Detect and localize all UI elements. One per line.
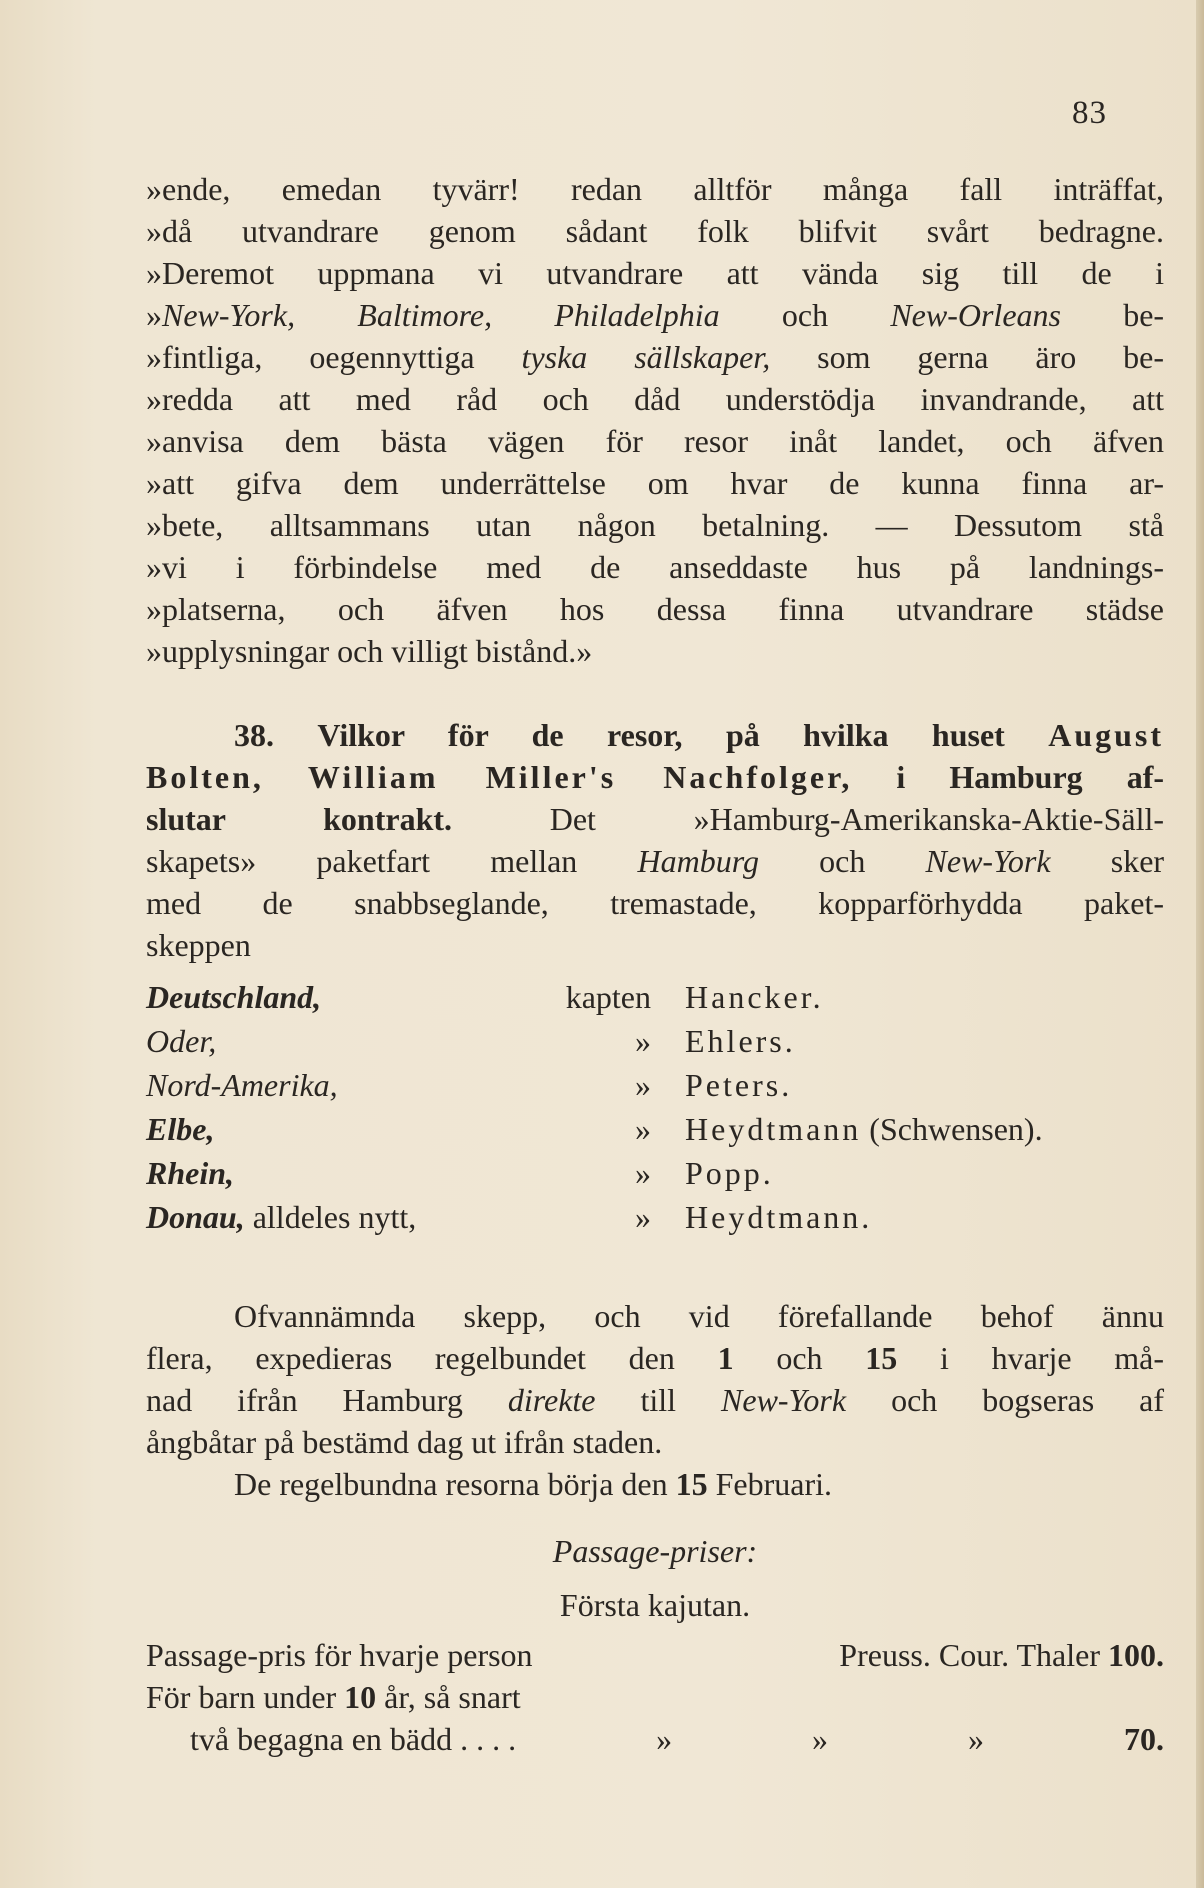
text-line: »vi i förbindelse med de anseddaste hus på landnings- [146,549,1164,585]
page-number: 83 [1072,95,1107,131]
title-cell: kapten [565,979,651,1015]
ship-name-cell: Deutschland, [146,979,322,1015]
price-row [146,1676,1164,1718]
text-line: »då utvandrare genom sådant folk blifvit svårt bedragne. [146,213,1164,249]
section-heading: Bolten, William Miller's Nachfolger, i Hamburg af- [146,759,1165,795]
section-heading: 38. Vilkor för de resor, på hvilka huset August [234,717,1165,753]
section-38 [146,714,1164,966]
price-label: två begagna en bädd . . . . [190,1721,517,1757]
title-cell: » [635,1111,651,1147]
text-line: ångbåtar på bestämd dag ut ifrån staden. [146,1424,663,1460]
text-line: »platserna, och äfven hos dessa finna utvandrare städse [146,591,1164,627]
price-label: Passage-pris för hvarje person [146,1637,533,1673]
ships-table [146,979,1175,1243]
captain-cell: Peters. [685,1067,793,1103]
prices-heading: Passage-priser: [552,1533,758,1569]
text-line: flera, expedieras regelbundet den 1 och 15 i hvarje må- [146,1340,1165,1376]
ship-name-cell: Oder, [146,1023,217,1059]
schedule-paragraph [146,1295,1164,1505]
quotation-paragraph [146,168,1164,672]
text-line: slutar kontrakt. Det »Hamburg-Amerikanska-Aktie-Säll- [146,801,1165,837]
captain-cell: Heydtmann. [685,1199,873,1235]
title-cell: » [635,1199,651,1235]
passage-prices [146,1530,1164,1760]
ship-name-cell: Rhein, [146,1155,235,1191]
title-cell: » [635,1067,651,1103]
text-line: skapets» paketfart mellan Hamburg och New-York sker [146,843,1165,879]
price-row [146,1718,1164,1760]
captain-cell: Hancker. [685,979,824,1015]
text-line: »ende, emedan tyvärr! redan alltför många fall inträffat, [146,171,1164,207]
text-line: »att gifva dem underrättelse om hvar de kunna finna ar- [146,465,1164,501]
text-line: med de snabbseglande, tremastade, kopparförhydda paket- [146,885,1164,921]
captain-cell: Heydtmann (Schwensen). [685,1111,1043,1147]
ditto-mark: » [656,1721,673,1757]
text-line: »New-York, Baltimore, Philadelphia och New-Orleans be- [146,297,1165,333]
captain-cell: Ehlers. [685,1023,796,1059]
table-row [146,1199,1175,1243]
table-row [146,1023,1175,1067]
price-label: För barn under 10 år, så snart [146,1679,521,1715]
text-line: »upplysningar och villigt bistånd.» [146,633,593,669]
ditto-mark: » [812,1721,829,1757]
price-row [146,1634,1164,1676]
text-line: »Deremot uppmana vi utvandrare att vända sig till de i [146,255,1164,291]
text-line: »bete, alltsammans utan någon betalning. — Dessutom stå [146,507,1164,543]
table-row [146,1067,1175,1111]
ship-name-cell: Donau, alldeles nytt, [146,1199,417,1235]
captain-cell: Popp. [685,1155,774,1191]
ship-name-cell: Nord-Amerika, [146,1067,338,1103]
price-value: 70. [1123,1721,1164,1757]
price-value: Preuss. Cour. Thaler 100. [839,1637,1164,1673]
text-line: »fintliga, oegennyttiga tyska sällskaper, som gerna äro be- [146,339,1165,375]
text-line: skeppen [146,927,251,963]
ship-name-cell: Elbe, [146,1111,215,1147]
table-row [146,1155,1175,1199]
class-heading: Första kajutan. [559,1587,751,1623]
title-cell: » [635,1023,651,1059]
text-line: »anvisa dem bästa vägen för resor inåt landet, och äfven [146,423,1164,459]
text-line: Ofvannämnda skepp, och vid förefallande behof ännu [234,1298,1164,1334]
text-line: De regelbundna resorna börja den 15 Februari. [234,1466,832,1502]
ditto-mark: » [968,1721,985,1757]
page-edge [1196,0,1204,1888]
table-row [146,979,1175,1023]
table-row [146,1111,1175,1155]
title-cell: » [635,1155,651,1191]
text-line: »redda att med råd och dåd understödja invandrande, att [146,381,1164,417]
text-line: nad ifrån Hamburg direkte till New-York och bogseras af [146,1382,1165,1418]
